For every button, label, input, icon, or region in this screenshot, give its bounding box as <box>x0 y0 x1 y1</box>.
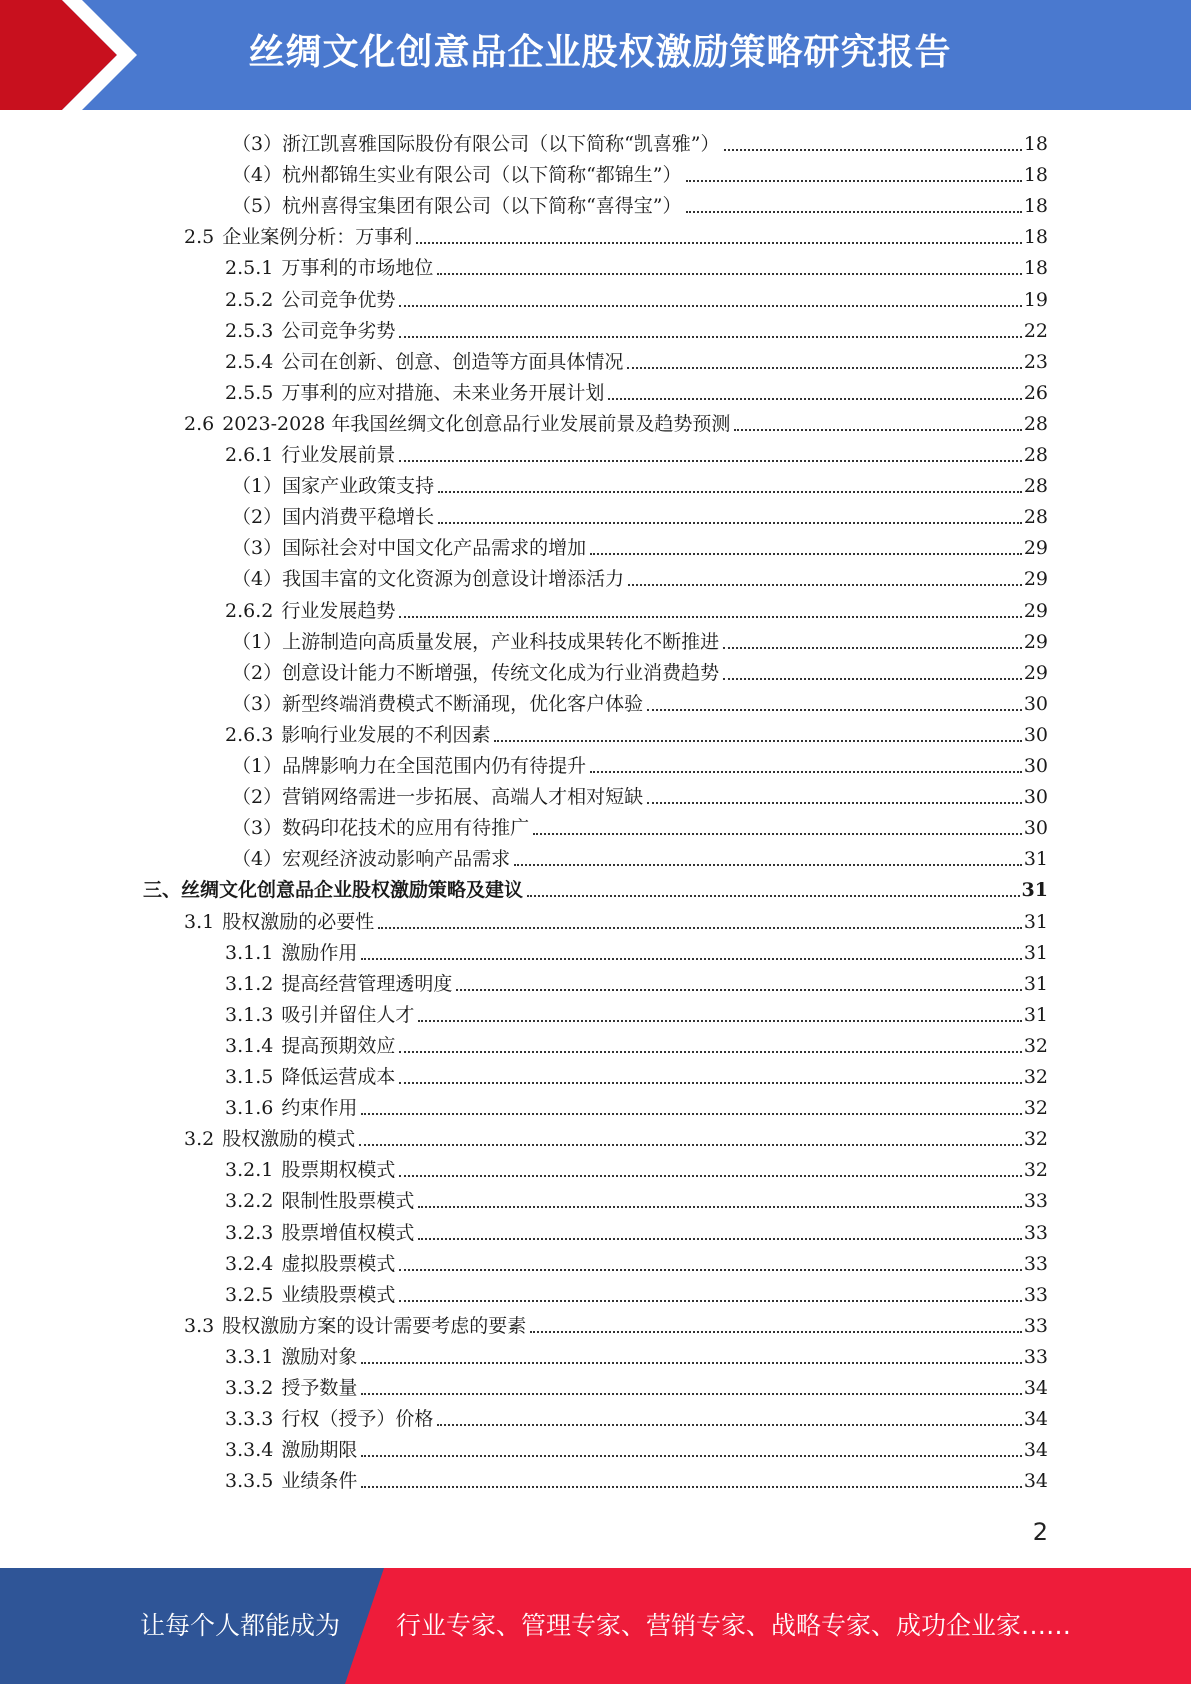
toc-entry-title: 股票增值权模式 <box>281 1221 415 1244</box>
toc-entry[interactable] <box>143 871 1048 902</box>
toc-leader-dots <box>361 1362 1021 1364</box>
toc-entry-title: 激励期限 <box>281 1439 358 1462</box>
toc-entry-title: 降低运营成本 <box>281 1066 396 1088</box>
toc-entry-title: 宏观经济波动影响产品需求 <box>282 848 511 871</box>
toc-entry-title: 股权激励方案的设计需要考虑的要素 <box>222 1314 527 1337</box>
toc-leader-dots <box>359 1144 1022 1146</box>
toc-entry[interactable] <box>184 218 1048 249</box>
toc-entry-title: 行业发展趋势 <box>281 599 396 622</box>
toc-leader-dots <box>438 491 1022 493</box>
toc-leader-dots <box>723 678 1022 680</box>
toc-entry-page: 29 <box>1023 630 1048 653</box>
toc-entry-page: 29 <box>1023 568 1048 591</box>
toc-leader-dots <box>361 1455 1021 1457</box>
toc-entry-title: 影响行业发展的不利因素 <box>281 723 491 746</box>
toc-leader-dots <box>437 273 1021 275</box>
toc-leader-dots <box>647 709 1022 711</box>
toc-leader-dots <box>361 1393 1021 1395</box>
toc-entry-page: 22 <box>1023 319 1048 342</box>
toc-entry-number: 3.3.1 <box>225 1345 274 1368</box>
toc-entry[interactable] <box>225 374 1048 405</box>
toc-entry[interactable] <box>184 405 1048 436</box>
toc-entry[interactable] <box>225 592 1048 623</box>
toc-entry-page: 33 <box>1023 1190 1048 1213</box>
toc-leader-dots <box>724 149 1022 151</box>
toc-entry-page: 30 <box>1023 817 1048 840</box>
toc-entry-page: 32 <box>1023 1034 1048 1057</box>
toc-entry-number: 2.5.3 <box>225 319 274 342</box>
toc-entry[interactable] <box>232 809 1048 840</box>
toc-leader-dots <box>437 1424 1021 1426</box>
toc-entry-number: 2.6.1 <box>225 444 274 466</box>
toc-entry[interactable] <box>225 1400 1048 1431</box>
toc-entry[interactable] <box>225 312 1048 343</box>
toc-entry-number: 3.1.1 <box>225 941 274 964</box>
toc-entry[interactable] <box>225 1182 1048 1213</box>
toc-entry[interactable] <box>232 498 1048 529</box>
toc-entry-number: 2.6 <box>184 412 215 435</box>
toc-entry-page: 18 <box>1023 164 1048 187</box>
toc-leader-dots <box>608 398 1021 400</box>
toc-entry-title: 丝绸文化创意品企业股权激励策略及建议 <box>181 879 524 902</box>
toc-entry-title: 虚拟股票模式 <box>281 1252 396 1275</box>
toc-entry[interactable] <box>225 965 1048 996</box>
toc-leader-dots <box>527 895 1020 897</box>
toc-entry-title: 上游制造向高质量发展，产业科技成果转化不断推进 <box>282 630 720 653</box>
toc-entry-title: 提高经营管理透明度 <box>281 972 453 995</box>
toc-entry-number: （3） <box>232 817 283 840</box>
footer-slogan-left: 让每个人都能成为 <box>140 1611 341 1640</box>
toc-entry-number: 3.2.4 <box>225 1252 274 1275</box>
toc-entry-page: 28 <box>1023 506 1048 529</box>
toc-entry-page: 18 <box>1023 257 1048 280</box>
toc-entry-title: 公司竞争优势 <box>281 288 396 311</box>
report-title: 丝绸文化创意品企业股权激励策略研究报告 <box>248 32 952 73</box>
toc-entry[interactable] <box>232 156 1048 187</box>
toc-leader-dots <box>399 1082 1021 1084</box>
toc-entry-title: 企业案例分析：万事利 <box>222 226 413 249</box>
toc-entry[interactable] <box>225 1214 1048 1245</box>
toc-leader-dots <box>514 864 1022 866</box>
toc-entry[interactable] <box>232 747 1048 778</box>
toc-entry[interactable] <box>225 1338 1048 1369</box>
toc-entry-title: 浙江凯喜雅国际股份有限公司（以下简称“凯喜雅”） <box>282 133 720 155</box>
toc-entry[interactable] <box>225 1431 1048 1462</box>
toc-leader-dots <box>647 802 1022 804</box>
toc-entry-title: 激励作用 <box>281 941 358 964</box>
page-footer <box>0 1568 1191 1684</box>
toc-entry-page: 18 <box>1023 133 1048 155</box>
page-number: 2 <box>1032 1518 1048 1546</box>
toc-entry-title: 行业发展前景 <box>281 444 396 466</box>
toc-leader-dots <box>399 460 1021 462</box>
toc-entry[interactable] <box>225 716 1048 747</box>
toc-leader-dots <box>399 616 1021 618</box>
toc-entry[interactable] <box>225 1276 1048 1307</box>
toc-entry-number: 3.3.4 <box>225 1439 274 1462</box>
toc-entry-title: 股票期权模式 <box>281 1159 396 1182</box>
toc-entry-page: 19 <box>1023 288 1048 311</box>
toc-entry-number: 2.6.2 <box>225 599 274 622</box>
toc-entry-page: 31 <box>1023 910 1048 933</box>
toc-entry-page: 18 <box>1023 226 1048 249</box>
toc-entry-title: 约束作用 <box>281 1097 358 1120</box>
toc-leader-dots <box>590 553 1022 555</box>
toc-entry-number: 2.5.2 <box>225 288 274 311</box>
toc-entry[interactable] <box>184 1307 1048 1338</box>
toc-entry-title: 国际社会对中国文化产品需求的增加 <box>282 537 587 560</box>
toc-entry-title: 公司竞争劣势 <box>281 319 396 342</box>
toc-leader-dots <box>734 429 1021 431</box>
toc-entry-number: 2.5 <box>184 226 215 249</box>
toc-entry[interactable] <box>232 623 1048 654</box>
toc-leader-dots <box>686 211 1022 213</box>
header-arrow-decoration <box>0 0 160 110</box>
toc-entry-title: 国内消费平稳增长 <box>282 506 435 529</box>
toc-entry-number: 3.2.2 <box>225 1190 274 1213</box>
toc-entry-page: 18 <box>1023 195 1048 218</box>
toc-entry-number: （1） <box>232 755 283 777</box>
toc-entry-title: 业绩条件 <box>281 1470 358 1493</box>
toc-entry-title: 2023-2028 年我国丝绸文化创意品行业发展前景及趋势预测 <box>222 412 731 435</box>
toc-entry[interactable] <box>232 187 1048 218</box>
toc-leader-dots <box>438 522 1022 524</box>
toc-entry-number: 2.6.3 <box>225 723 274 746</box>
toc-entry[interactable] <box>225 249 1048 280</box>
toc-entry-title: 营销网络需进一步拓展、高端人才相对短缺 <box>282 786 644 809</box>
toc-entry-page: 33 <box>1023 1345 1048 1368</box>
toc-entry-number: 3.3.3 <box>225 1408 274 1431</box>
toc-entry-number: 3.1.5 <box>225 1066 274 1088</box>
toc-entry-page: 30 <box>1023 692 1048 715</box>
toc-leader-dots <box>418 1238 1021 1240</box>
toc-leader-dots <box>361 1486 1021 1488</box>
toc-leader-dots <box>723 647 1022 649</box>
toc-entry-number: 3.1.3 <box>225 1003 274 1026</box>
toc-entry-number: 3.1 <box>184 910 215 933</box>
toc-entry-page: 26 <box>1023 381 1048 404</box>
toc-entry[interactable] <box>225 1089 1048 1120</box>
toc-entry-page: 31 <box>1023 941 1048 964</box>
toc-entry-page: 32 <box>1023 1128 1048 1151</box>
toc-entry-number: 3.2.5 <box>225 1283 274 1306</box>
toc-entry[interactable] <box>232 529 1048 560</box>
toc-leader-dots <box>361 1113 1021 1115</box>
toc-entry-page: 33 <box>1023 1252 1048 1275</box>
toc-entry-page: 28 <box>1023 444 1048 466</box>
toc-entry[interactable] <box>184 903 1048 934</box>
toc-entry-page: 32 <box>1023 1097 1048 1120</box>
toc-leader-dots <box>456 989 1021 991</box>
toc-entry-number: 2.5.5 <box>225 381 274 404</box>
toc-entry-title: 激励对象 <box>281 1345 358 1368</box>
toc-leader-dots <box>399 1300 1021 1302</box>
toc-entry-title: 万事利的市场地位 <box>281 257 434 280</box>
toc-entry[interactable] <box>232 778 1048 809</box>
toc-entry-page: 23 <box>1023 350 1048 373</box>
toc-entry-title: 限制性股票模式 <box>281 1190 415 1213</box>
toc-entry-number: （3） <box>232 692 283 715</box>
toc-entry-page: 34 <box>1023 1377 1048 1399</box>
toc-leader-dots <box>628 584 1022 586</box>
toc-entry-number: 3.1.4 <box>225 1034 274 1057</box>
toc-leader-dots <box>686 180 1022 182</box>
toc-entry-page: 31 <box>1023 972 1048 995</box>
toc-leader-dots <box>530 1331 1022 1333</box>
toc-entry[interactable] <box>184 1120 1048 1151</box>
footer-slogan-right: 行业专家、管理专家、营销专家、战略专家、成功企业家…… <box>396 1611 1072 1640</box>
toc-entry-page: 31 <box>1023 848 1048 871</box>
toc-entry-number: （2） <box>232 661 283 684</box>
toc-leader-dots <box>378 927 1022 929</box>
toc-leader-dots <box>361 958 1021 960</box>
toc-entry-number: （1） <box>232 475 283 498</box>
toc-entry-number: 2.5.1 <box>225 257 274 280</box>
toc-entry-page: 34 <box>1023 1470 1048 1493</box>
page-header <box>0 0 1191 110</box>
toc-entry-page: 30 <box>1023 723 1048 746</box>
toc-entry-title: 杭州喜得宝集团有限公司（以下简称“喜得宝”） <box>282 195 682 218</box>
toc-entry-title: 公司在创新、创意、创造等方面具体情况 <box>281 350 624 373</box>
toc-entry-number: 3.1.6 <box>225 1097 274 1120</box>
toc-entry[interactable] <box>225 1245 1048 1276</box>
toc-entry[interactable] <box>232 467 1048 498</box>
toc-entry-number: （3） <box>232 133 283 155</box>
toc-leader-dots <box>418 1020 1021 1022</box>
toc-entry[interactable] <box>225 343 1048 374</box>
toc-entry[interactable] <box>225 1151 1048 1182</box>
toc-entry-page: 30 <box>1023 755 1048 777</box>
toc-entry-number: 3.1.2 <box>225 972 274 995</box>
toc-entry-title: 数码印花技术的应用有待推广 <box>282 817 530 840</box>
toc-entry-number: 3.3.5 <box>225 1470 274 1493</box>
toc-leader-dots <box>494 740 1021 742</box>
toc-entry-number: （2） <box>232 506 283 529</box>
toc-entry-title: 授予数量 <box>281 1377 358 1399</box>
toc-entry-title: 提高预期效应 <box>281 1034 396 1057</box>
toc-entry-title: 国家产业政策支持 <box>282 475 435 498</box>
toc-leader-dots <box>399 1051 1021 1053</box>
toc-entry-number: （4） <box>232 848 283 871</box>
toc-entry-page: 29 <box>1023 661 1048 684</box>
toc-entry[interactable] <box>232 125 1048 156</box>
toc-entry-title: 品牌影响力在全国范围内仍有待提升 <box>282 755 587 777</box>
toc-entry[interactable] <box>232 560 1048 591</box>
toc-entry[interactable] <box>225 934 1048 965</box>
toc-entry-page: 33 <box>1023 1283 1048 1306</box>
toc-entry-page: 30 <box>1023 786 1048 809</box>
toc-entry-number: 三、 <box>143 879 182 902</box>
toc-entry-page: 34 <box>1023 1408 1048 1431</box>
toc-entry-title: 股权激励的模式 <box>222 1128 356 1151</box>
toc-entry[interactable] <box>225 1058 1048 1089</box>
toc-entry-number: （3） <box>232 537 283 560</box>
toc-entry-number: （1） <box>232 630 283 653</box>
toc-entry-page: 31 <box>1021 879 1048 902</box>
toc-entry-title: 业绩股票模式 <box>281 1283 396 1306</box>
toc-entry-title: 新型终端消费模式不断涌现，优化客户体验 <box>282 692 644 715</box>
toc-entry-page: 31 <box>1023 1003 1048 1026</box>
toc-entry[interactable] <box>225 996 1048 1027</box>
toc-leader-dots <box>416 242 1022 244</box>
toc-entry-page: 34 <box>1023 1439 1048 1462</box>
toc-entry-title: 股权激励的必要性 <box>222 910 375 933</box>
toc-entry-page: 28 <box>1023 475 1048 498</box>
toc-entry-page: 33 <box>1023 1314 1048 1337</box>
toc-entry-title: 杭州都锦生实业有限公司（以下简称“都锦生”） <box>282 164 682 187</box>
toc-entry-page: 29 <box>1023 599 1048 622</box>
toc-entry-number: 3.2 <box>184 1128 215 1151</box>
toc-entry-number: （2） <box>232 786 283 809</box>
toc-entry-page: 32 <box>1023 1159 1048 1182</box>
toc-entry-number: （5） <box>232 195 283 218</box>
toc-entry[interactable] <box>225 1369 1048 1400</box>
toc-leader-dots <box>399 305 1021 307</box>
toc-leader-dots <box>533 833 1022 835</box>
toc-entry-title: 万事利的应对措施、未来业务开展计划 <box>281 381 605 404</box>
toc-entry-page: 28 <box>1023 412 1048 435</box>
toc-entry-number: 3.3 <box>184 1314 215 1337</box>
toc-entry-number: 3.2.1 <box>225 1159 274 1182</box>
toc-leader-dots <box>418 1206 1021 1208</box>
toc-entry[interactable] <box>225 1462 1048 1493</box>
toc-leader-dots <box>399 1269 1021 1271</box>
toc-entry-title: 吸引并留住人才 <box>281 1003 415 1026</box>
toc-entry-title: 我国丰富的文化资源为创意设计增添活力 <box>282 568 625 591</box>
toc-leader-dots <box>399 336 1021 338</box>
toc-entry-title: 创意设计能力不断增强，传统文化成为行业消费趋势 <box>282 661 720 684</box>
toc-entry-number: （4） <box>232 164 283 187</box>
toc-entry-number: （4） <box>232 568 283 591</box>
toc-entry[interactable] <box>225 281 1048 312</box>
toc-entry[interactable] <box>225 436 1048 467</box>
toc-entry[interactable] <box>232 685 1048 716</box>
toc-entry-page: 33 <box>1023 1221 1048 1244</box>
toc-entry-page: 29 <box>1023 537 1048 560</box>
toc-entry[interactable] <box>232 654 1048 685</box>
toc-entry-number: 2.5.4 <box>225 350 274 373</box>
toc-entry-number: 3.3.2 <box>225 1377 274 1399</box>
toc-entry-title: 行权（授予）价格 <box>281 1408 434 1431</box>
toc-leader-dots <box>399 1175 1021 1177</box>
toc-entry[interactable] <box>225 1027 1048 1058</box>
toc-entry-page: 32 <box>1023 1066 1048 1088</box>
toc-entry[interactable] <box>232 840 1048 871</box>
toc-leader-dots <box>627 367 1021 369</box>
toc-entry-number: 3.2.3 <box>225 1221 274 1244</box>
toc-leader-dots <box>590 771 1022 773</box>
